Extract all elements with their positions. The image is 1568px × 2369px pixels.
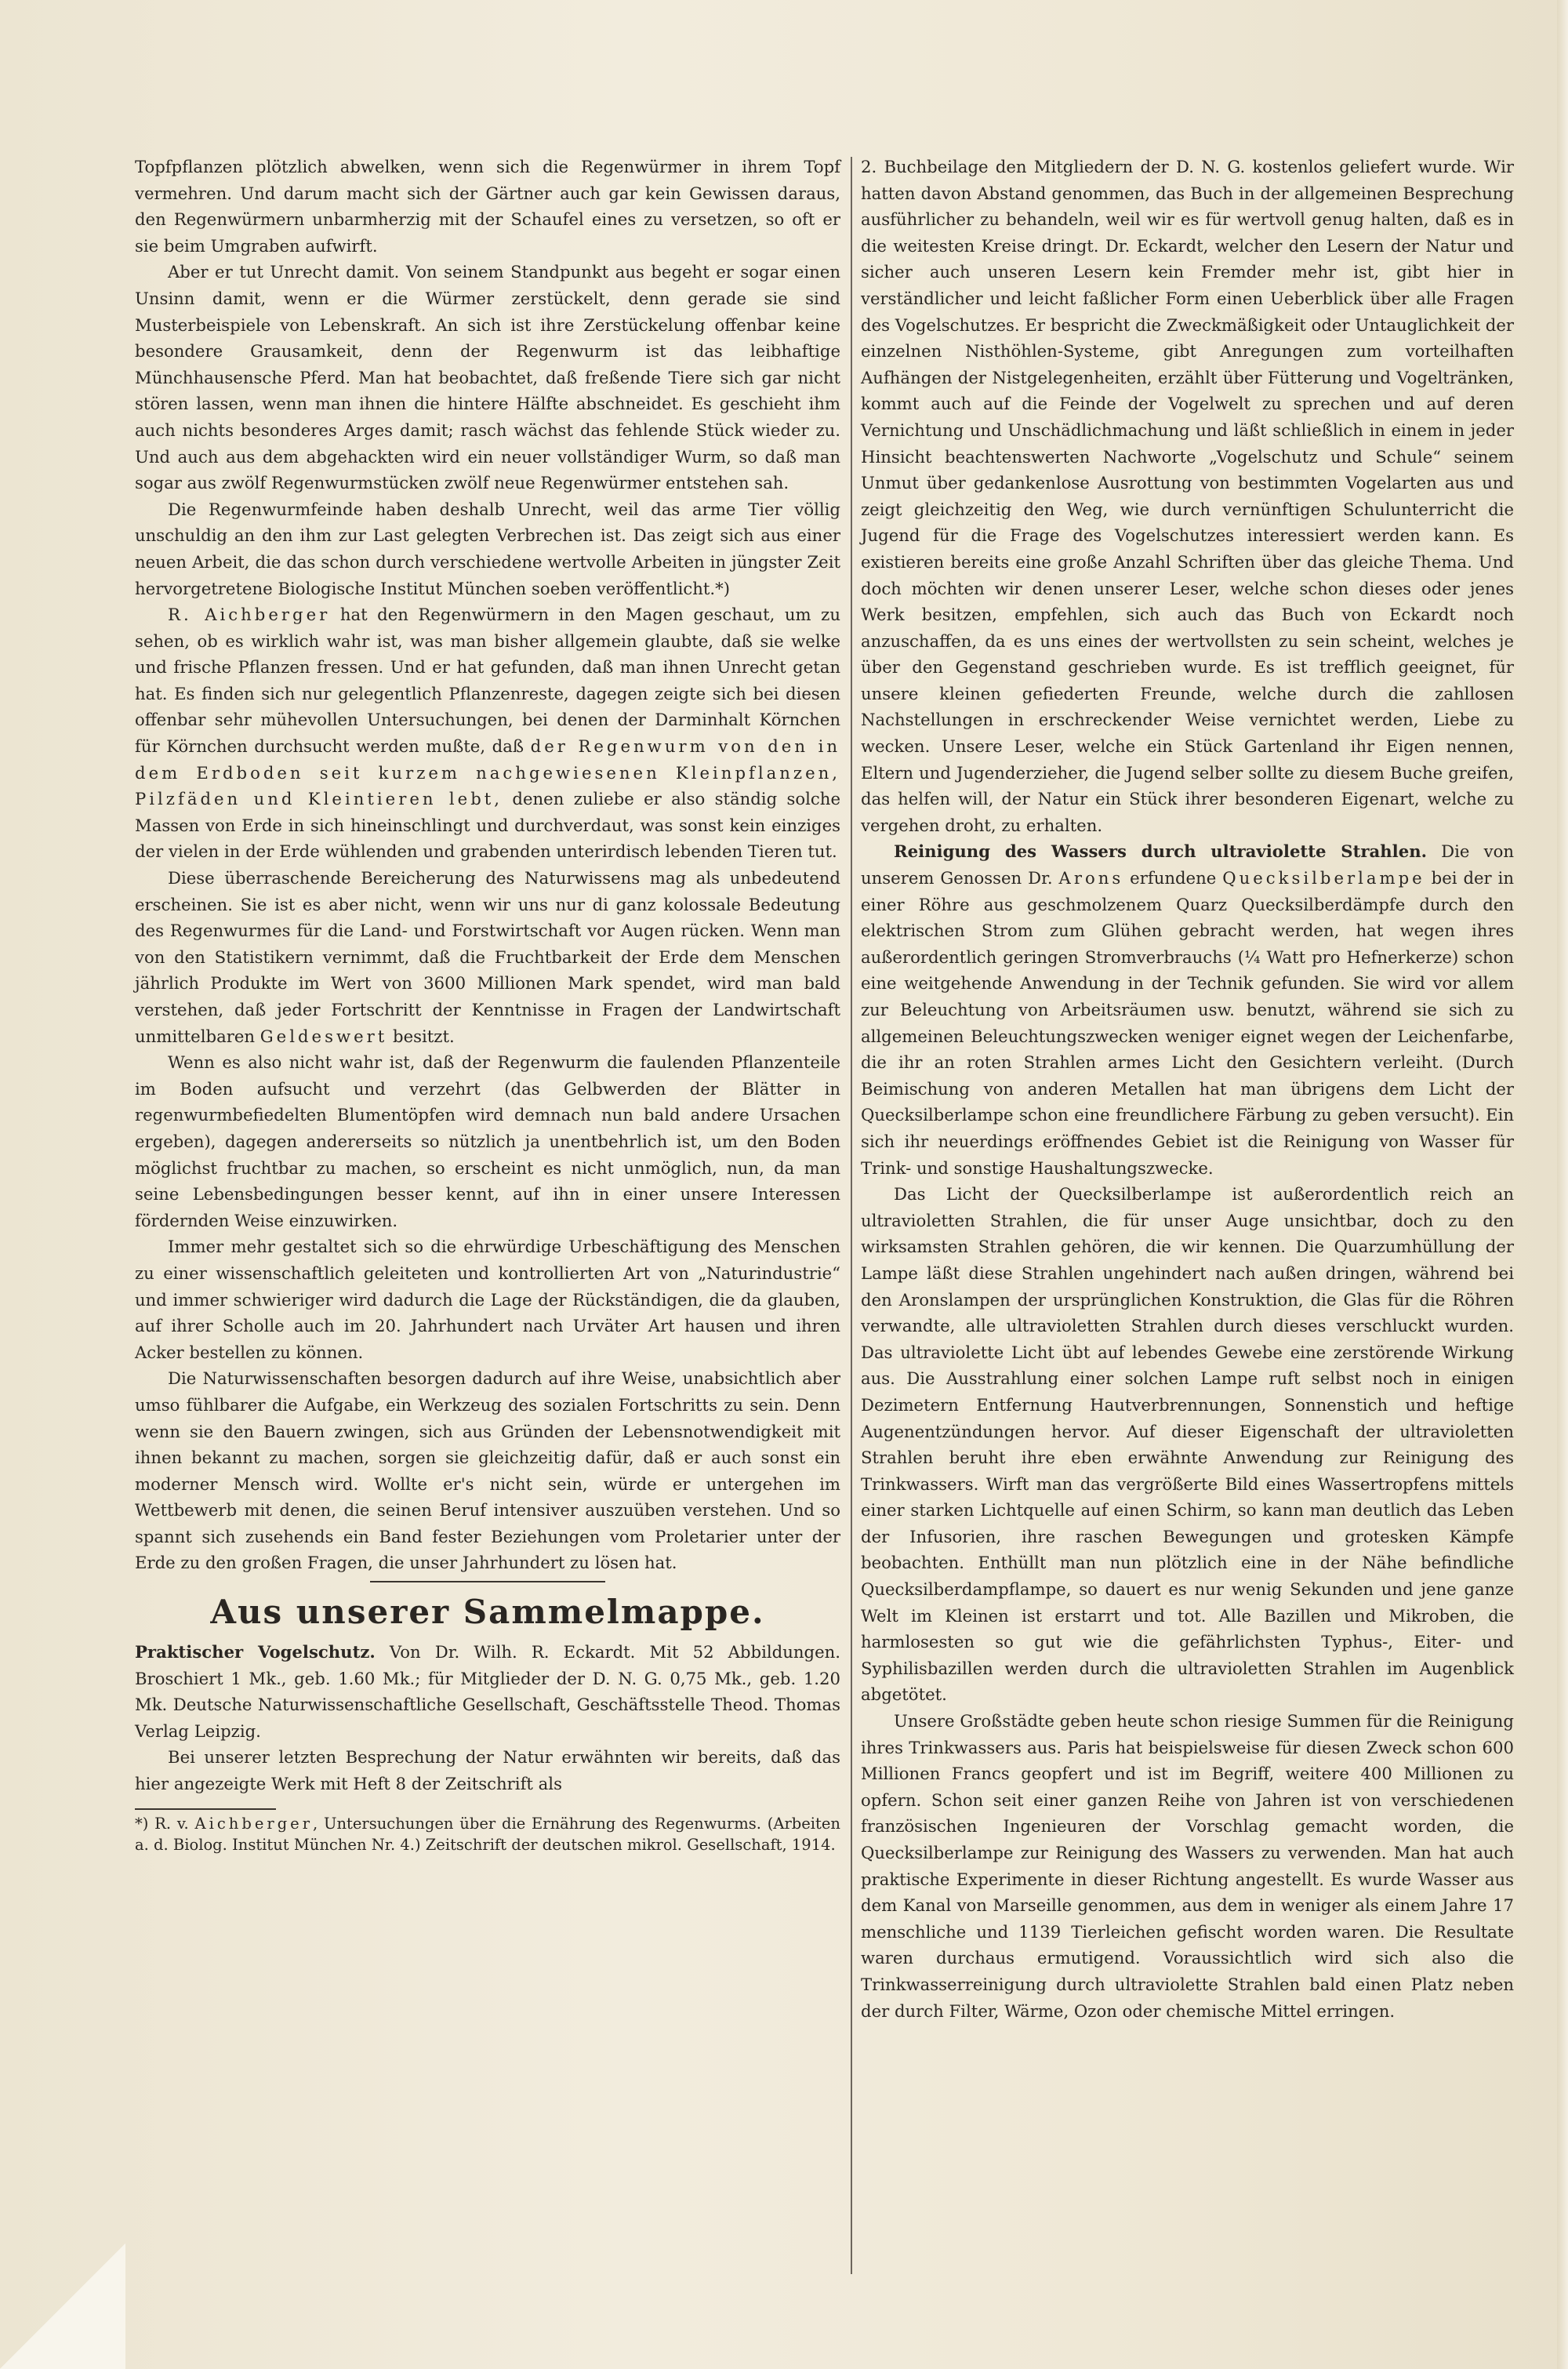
review-entry [135,1639,840,1744]
text-run: Die von unserem Genossen Dr. [861,841,1514,888]
right-column [861,154,1514,2024]
text-run: , Untersuchungen über die Ernährung des Regenwurms. (Arbeiten a. d. Biolog. Institut München Nr. 4.) Zeitschrift der deutschen mikrol. Gesellschaft, 1914. [135,1814,840,1854]
section-title: Aus unserer Sammelmappe. [210,1593,765,1632]
article-title: Reinigung des Wassers durch ultraviolette Strahlen. [894,841,1427,862]
page-fold-corner [0,2244,125,2369]
paragraph: Topfpflanzen plötzlich abwelken, wenn sich die Regenwürmer in ihrem Topf vermehren. Und darum macht sich der Gärtner auch gar kein Gewissen daraus, den Regenwürmern unbarmherzig mit der Schaufel eines zu versetzen, so oft er sie beim Umgraben aufwirft. [135,157,840,256]
text-run: erfundene [1123,868,1223,888]
left-column [135,154,840,1855]
paragraph [135,865,840,1049]
paragraph: 2. Buchbeilage den Mitgliedern der D. N. G. kostenlos geliefert wurde. Wir hatten davon Abstand genommen, das Buch in der allgemeinen Besprechung ausführlicher zu behandeln, weil wir es für wertvoll genug halten, daß es in die weitesten Kreise dringt. Dr. Eckardt, welcher den Lesern der Natur und sicher auch unseren Lesern kein Fremder mehr ist, gibt hier in verständlicher und leicht faßlicher Form einen Ueberblick über alle Fragen des Vogelschutzes. Er bespricht die Zweckmäßigkeit oder Untauglichkeit der einzelnen Nisthöhlen-Systeme, gibt Anregungen zum vorteilhaften Aufhängen der Nistgelegenheiten, erzählt über Fütterung und Vogeltränken, kommt auch auf die Feinde der Vogelwelt zu sprechen und auf deren Vernichtung und Unschädlichmachung und läßt schließlich in einem in jeder Hinsicht beachtenswerten Nachworte „Vogelschutz und Schule“ seinem Unmut über gedankenlose Ausrottung von bestimmten Vogelarten aus und zeigt gleichzeitig den Weg, wie durch vernünftigen Schulunterricht die Jugend für die Frage des Vogelschutzes interessiert werden kann. Es existieren bereits eine große Anzahl Schriften über das gleiche Thema. Und doch möchten wir denen unserer Leser, welche schon dieses oder jenes Werk besitzen, empfehlen, sich auch das Buch von Eckardt noch anzuschaffen, da es uns eines der wertvollsten zu sein scheint, welches je über den Gegenstand geschrieben wurde. Es ist trefflich geeignet, für unsere kleinen gefiederten Freunde, welche durch die zahllosen Nachstellungen in erschreckender Weise vernichtet werden, Liebe zu wecken. Unsere Leser, welche ein Stück Gartenland ihr Eigen nennen, Eltern und Jugenderzieher, die Jugend selber sollte zu diesem Buche greifen, das helfen will, der Natur ein Stück ihrer besonderen Eigenart, welche zu vergehen droht, zu erhalten. [861,157,1514,835]
footnote [135,1813,840,1855]
paragraph: Bei unserer letzten Besprechung der Natur erwähnten wir bereits, daß das hier angezeigte Werk mit Heft 8 der Zeitschrift als [135,1747,840,1794]
text-run: hat den Regenwürmern in den Magen geschaut, um zu sehen, ob es wirklich wahr ist, was man bisher allgemein glaubte, daß sie welke und frische Pflanzen fressen. Und er hat gefunden, daß man ihnen Unrecht getan hat. Es finden sich nur gelegentlich Pflanzenreste, dagegen zeigte sich bei diesen offenbar sehr mühevollen Untersuchungen, bei denen der Darminhalt Körnchen für Körnchen durchsucht werden mußte, daß [135,605,840,757]
author-name: R. Aichberger [168,605,331,625]
paragraph: Die Regenwurmfeinde haben deshalb Unrecht, weil das arme Tier völlig unschuldig an den ihm zur Last gelegten Verbrechen ist. Das zeigt sich aus einer neuen Arbeit, die das schon durch verschiedene wertvolle Arbeiten in jüngster Zeit hervorgetretene Biologische Institut München soeben veröffentlicht.*) [135,499,840,598]
author-name: Aichberger [194,1814,314,1833]
column-rule [851,157,852,2274]
footnote-divider [135,1808,276,1810]
paragraph: Immer mehr gestaltet sich so die ehrwürdige Urbeschäftigung des Menschen zu einer wissenschaftlich geleiteten und kontrollierten Art von „Naturindustrie“ und immer schwieriger wird dadurch die Lage der Rückständigen, die da glauben, auf ihrer Scholle auch im 20. Jahrhundert nach Urväter Art hausen und ihren Acker bestellen zu können. [135,1237,840,1362]
emphasized-text: Quecksilberlampe [1222,868,1425,888]
text-run: Von Dr. Wilh. R. Eckardt. Mit 52 Abbildungen. Broschiert 1 Mk., geb. 1.60 Mk.; für Mitglieder der D. N. G. 0,75 Mk., geb. 1.20 Mk. Deutsche Naturwissenschaftliche Gesellschaft, Geschäftsstelle Theod. Thomas Verlag Leipzig. [135,1642,840,1741]
text-run: *) R. v. [135,1814,195,1833]
text-run: bei der in einer Röhre aus geschmolzenem Quarz Quecksilberdämpfe durch den elektrischen Strom zum Glühen gebracht werden, hat wegen ihres außerordentlich geringen Stromverbrauchs (¼ Watt pro Hefnerkerze) schon eine weitgehende Anwendung in der Technik gefunden. Sie wird vor allem zur Beleuchtung von Arbeitsräumen usw. benutzt, während sie sich zu allgemeinen Beleuchtungszwecken weniger eignet wegen der Leichenfarbe, die ihr an roten Strahlen armes Licht den Gesichtern verleiht. (Durch Beimischung von anderen Metallen hat man übrigens dem Licht der Quecksilberlampe schon eine freundlichere Färbung zu geben versucht). Ein sich ihr neuerdings eröffnendes Gebiet ist die Reinigung von Wasser für Trink- und sonstige Haushaltungszwecke. [861,868,1515,1178]
paragraph: Aber er tut Unrecht damit. Von seinem Standpunkt aus begeht er sogar einen Unsinn damit, wenn er die Würmer zerstückelt, denn gerade sie sind Musterbeispiele von Lebenskraft. An sich ist ihre Zerstückelung offenbar keine besondere Grausamkeit, denn der Regenwurm ist das leibhaftige Münchhausensche Pferd. Man hat beobachtet, daß freßende Tiere sich gar nicht stören lassen, wenn man ihnen die hintere Hälfte abschneidet. Es geschieht ihm auch nichts besonderes Arges damit; rasch wächst das fehlende Stück wieder zu. Und auch aus dem abgehackten wird ein neuer vollständiger Wurm, so daß man sogar aus zwölf Regenwurmstücken zwölf neue Regenwürmer entstehen sah. [135,262,840,493]
emphasized-text: der Regenwurm von den in dem Erdboden seit kurzem nachgewiesenen Kleinpflanzen, Pilzfäden und Kleintieren lebt, [135,736,840,809]
review-title: Praktischer Vogelschutz. [135,1642,376,1662]
page-edge [1557,0,1568,2369]
paragraph [135,601,840,865]
paragraph: Unsere Großstädte geben heute schon riesige Summen für die Reinigung ihres Trinkwassers aus. Paris hat beispielsweise für diesen Zweck schon 600 Millionen Francs geopfert und ist im Begriff, weitere 400 Millionen zu opfern. Schon seit einer ganzen Reihe von Jahren ist von verschiedenen französischen Ingenieuren der Vorschlag gemacht worden, die Quecksilberlampe zur Reinigung des Wassers zu verwenden. Man hat auch praktische Experimente in dieser Richtung angestellt. Es wurde Wasser aus dem Kanal von Marseille genommen, aus dem in weniger als einem Jahre 17 menschliche und 1139 Tierleichen gefischt worden waren. Die Resultate waren durchaus ermutigend. Voraussichtlich wird sich also die Trinkwasserreinigung durch ultraviolette Strahlen bald einen Platz neben der durch Filter, Wärme, Ozon oder chemische Mittel erringen. [861,1711,1514,2021]
article-entry [861,838,1514,1181]
paragraph: Wenn es also nicht wahr ist, daß der Regenwurm die faulenden Pflanzenteile im Boden aufsucht und verzehrt (das Gelbwerden der Blätter in regenwurmbefiedelten Blumentöpfen wird demnach nun bald andere Ursachen ergeben), dagegen andererseits so nützlich ja unentbehrlich ist, um den Boden möglichst fruchtbar zu machen, so erscheint es nicht unmöglich, nun, da man seine Lebensbedingungen besser kennt, auf ihn in einer unsere Interessen fördernden Weise einzuwirken. [135,1052,840,1230]
section-divider [370,1581,605,1582]
paragraph: Die Naturwissenschaften besorgen dadurch auf ihre Weise, unabsichtlich aber umso fühlbarer die Aufgabe, ein Werkzeug des sozialen Fortschritts zu sein. Denn wenn sie den Bauern zwingen, sich aus Gründen der Lebensnotwendigkeit mit ihnen bekannt zu machen, sorgen sie gleichzeitig dafür, daß er auch sonst ein moderner Mensch wird. Wollte er's nicht sein, würde er untergehen im Wettbewerb mit denen, die seinen Beruf intensiver auszuüben verstehen. Und so spannt sich zusehends ein Band fester Beziehungen vom Proletarier unter der Erde zu den großen Fragen, die unser Jahrhundert zu lösen hat. [135,1368,840,1573]
text-run: Diese überraschende Bereicherung des Naturwissens mag als unbedeutend erscheinen. Sie ist es aber nicht, wenn wir uns nur di ganz kolossale Bedeutung des Regenwurmes für die Land- und Forstwirtschaft vor Augen rücken. Wenn man von den Statistikern vernimmt, daß die Fruchtbarkeit der Erde dem Menschen jährlich Produkte im Wert von 3600 Millionen Mark spendet, wird man bald verstehen, daß jeder Fortschritt der Kenntnisse in Fragen der Landwirtschaft unmittelbaren [135,868,840,1046]
text-run: besitzt. [387,1026,455,1046]
paragraph: Das Licht der Quecksilberlampe ist außerordentlich reich an ultravioletten Strahlen, die für unser Auge unsichtbar, doch zu den wirksamsten Strahlen gehören, die wir kennen. Die Quarzumhüllung der Lampe läßt diese Strahlen ungehindert nach außen dringen, während bei den Aronslampen der ursprünglichen Konstruktion, die Glas für die Röhren verwandte, alle ultravioletten Strahlen durch dieses verschluckt wurden. Das ultraviolette Licht übt auf lebendes Gewebe eine zerstörende Wirkung aus. Die Ausstrahlung einer solchen Lampe ruft selbst noch in einigen Dezimetern Entfernung Hautverbrennungen, Sonnenstich und heftige Augenentzündungen hervor. Auf dieser Eigenschaft der ultravioletten Strahlen beruht ihre eben erwähnte Anwendung zur Reinigung des Trinkwassers. Wirft man das vergrößerte Bild eines Wassertropfens mittels einer starken Lichtquelle auf einen Schirm, so kann man deutlich das Leben der Infusorien, ihre raschen Bewegungen und grotesken Kämpfe beobachten. Enthüllt man nun plötzlich eine in der Nähe befindliche Quecksilberdampflampe, so dauert es nur wenig Sekunden und jene ganze Welt im Kleinen ist erstarrt und tot. Alle Bazillen und Mikroben, die harmlosesten so gut wie die gefährlichsten Typhus-, Eiter- und Syphilisbazillen werden durch die ultravioletten Strahlen im Augenblick abgetötet. [861,1184,1514,1705]
text-run: denen zuliebe er also ständig solche Massen von Erde in sich hineinschlingt und durchverdaut, was sonst kein einziges der vielen in der Erde wühlenden und grabenden unterirdisch lebenden Tieren tut. [135,789,840,862]
emphasized-text: Geldeswert [260,1026,388,1046]
author-name: Arons [1058,868,1124,888]
